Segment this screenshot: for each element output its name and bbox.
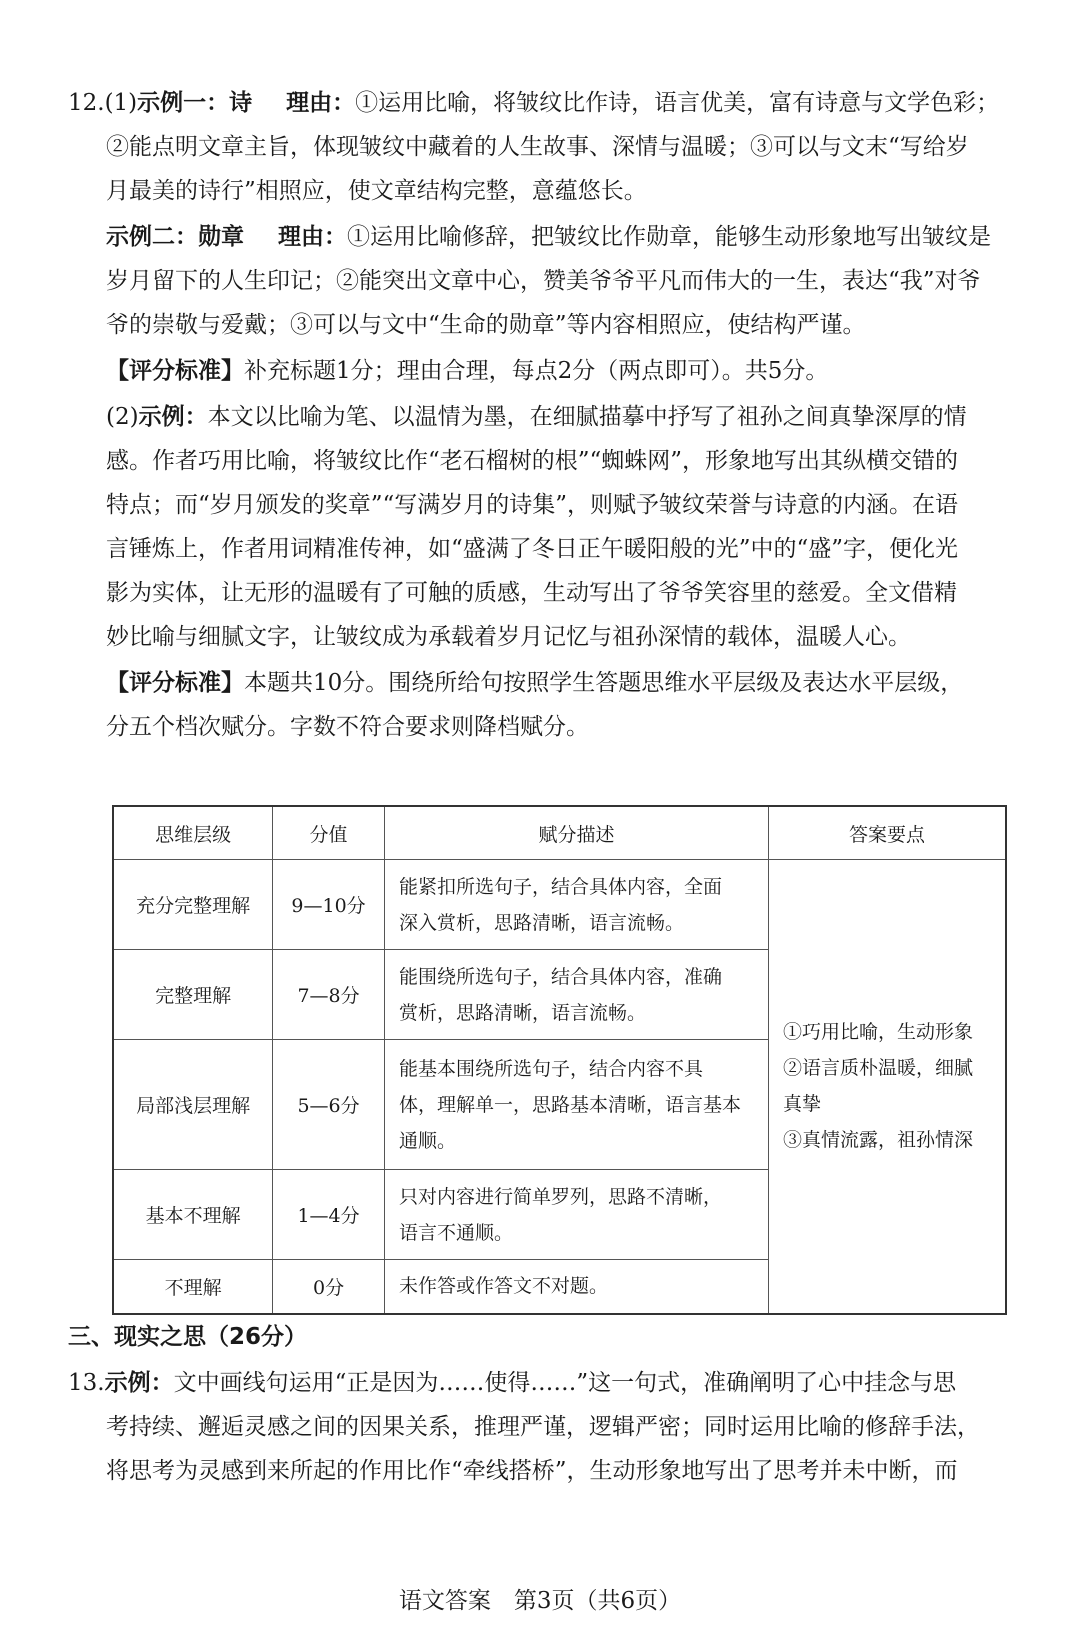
score-cell: 5—6分 (273, 1040, 385, 1170)
score-cell: 7—8分 (273, 950, 385, 1040)
desc-cell: 未作答或作答文不对题。 (384, 1260, 768, 1314)
q12-part2-line-3: 特点；而“岁月颁发的奖章”“写满岁月的诗集”，则赋予皱纹荣誉与诗意的内涵。在语 (106, 492, 959, 518)
desc-cell: 能围绕所选句子，结合具体内容，准确 赏析，思路清晰，语言流畅。 (384, 950, 768, 1040)
scoring-criteria-2-line-2: 分五个档次赋分。字数不符合要求则降档赋分。 (106, 714, 589, 740)
level-cell: 不理解 (113, 1260, 273, 1314)
q12-part2-line-4: 言锤炼上，作者用词精准传神，如“盛满了冬日正午暖阳般的光”中的“盛”字，便化光 (106, 536, 959, 562)
q12-part2-line-1: (2)示例：本文以比喻为笔、以温情为墨，在细腻描摹中抒写了祖孙之间真挚深厚的情 (106, 404, 967, 430)
q12-ex2-line-3: 爷的崇敬与爱戴；③可以与文中“生命的勋章”等内容相照应，使结构严谨。 (106, 312, 866, 338)
level-cell: 完整理解 (113, 950, 273, 1040)
scoring-table (112, 805, 1007, 1315)
key-points-cell: ①巧用比喻，生动形象 ②语言质朴温暖，细腻 真挚 ③真情流露，祖孙情深 (769, 860, 1007, 1314)
score-cell: 0分 (273, 1260, 385, 1314)
section-3-title: 三、现实之思（26分） (68, 1324, 308, 1350)
q13-line-2: 考持续、邂逅灵感之间的因果关系，推理严谨，逻辑严密；同时运用比喻的修辞手法， (106, 1414, 980, 1440)
header-description: 赋分描述 (384, 806, 768, 860)
q12-part2-line-6: 妙比喻与细腻文字，让皱纹成为承载着岁月记忆与祖孙深情的载体，温暖人心。 (106, 624, 911, 650)
example-1-label: 示例一： (137, 90, 230, 116)
q12-line-1: 12.(1)示例一：诗 理由：①运用比喻，将皱纹比作诗，语言优美，富有诗意与文学色彩； (68, 90, 1000, 116)
page-footer: 语文答案 第3页（共6页） (398, 1588, 682, 1614)
example-2-label: 示例二： (106, 224, 198, 250)
desc-cell: 只对内容进行简单罗列，思路不清晰， 语言不通顺。 (384, 1170, 768, 1260)
q12-part2-line-2: 感。作者巧用比喻，将皱纹比作“老石榴树的根”“蜘蛛网”，形象地写出其纵横交错的 (106, 448, 959, 474)
q12-line-2: ②能点明文章主旨，体现皱纹中藏着的人生故事、深情与温暖；③可以与文末“写给岁 (106, 134, 969, 160)
desc-cell: 能基本围绕所选句子，结合内容不具 体，理解单一，思路基本清晰，语言基本 通顺。 (384, 1040, 768, 1170)
table-row (113, 860, 1006, 950)
scoring-criteria-1: 【评分标准】补充标题1分；理由合理，每点2分（两点即可）。共5分。 (106, 358, 829, 384)
q13-line-1: 13.示例：文中画线句运用“正是因为……使得……”这一句式，准确阐明了心中挂念与思 (68, 1370, 957, 1396)
q12-ex2-line-2: 岁月留下的人生印记；②能突出文章中心，赞美爷爷平凡而伟大的一生，表达“我”对爷 (106, 268, 981, 294)
q12-line-3: 月最美的诗行”相照应，使文章结构完整，意蕴悠长。 (106, 178, 647, 204)
scoring-criteria-2: 【评分标准】本题共10分。围绕所给句按照学生答题思维水平层级及表达水平层级， (106, 670, 964, 696)
score-cell: 9—10分 (273, 860, 385, 950)
header-score: 分值 (273, 806, 385, 860)
level-cell: 基本不理解 (113, 1170, 273, 1260)
reason-label: 理由： (286, 90, 356, 116)
table-header-row (113, 806, 1006, 860)
score-cell: 1—4分 (273, 1170, 385, 1260)
desc-cell: 能紧扣所选句子，结合具体内容，全面 深入赏析，思路清晰，语言流畅。 (384, 860, 768, 950)
level-cell: 充分完整理解 (113, 860, 273, 950)
q13-line-3: 将思考为灵感到来所起的作用比作“牵线搭桥”，生动形象地写出了思考并未中断，而 (106, 1458, 958, 1484)
q12-ex2-line-1: 示例二：勋章 理由：①运用比喻修辞，把皱纹比作勋章，能够生动形象地写出皱纹是 (106, 224, 991, 250)
header-key-points: 答案要点 (769, 806, 1007, 860)
level-cell: 局部浅层理解 (113, 1040, 273, 1170)
header-level: 思维层级 (113, 806, 273, 860)
q12-part2-line-5: 影为实体，让无形的温暖有了可触的质感，生动写出了爷爷笑容里的慈爱。全文借精 (106, 580, 957, 606)
